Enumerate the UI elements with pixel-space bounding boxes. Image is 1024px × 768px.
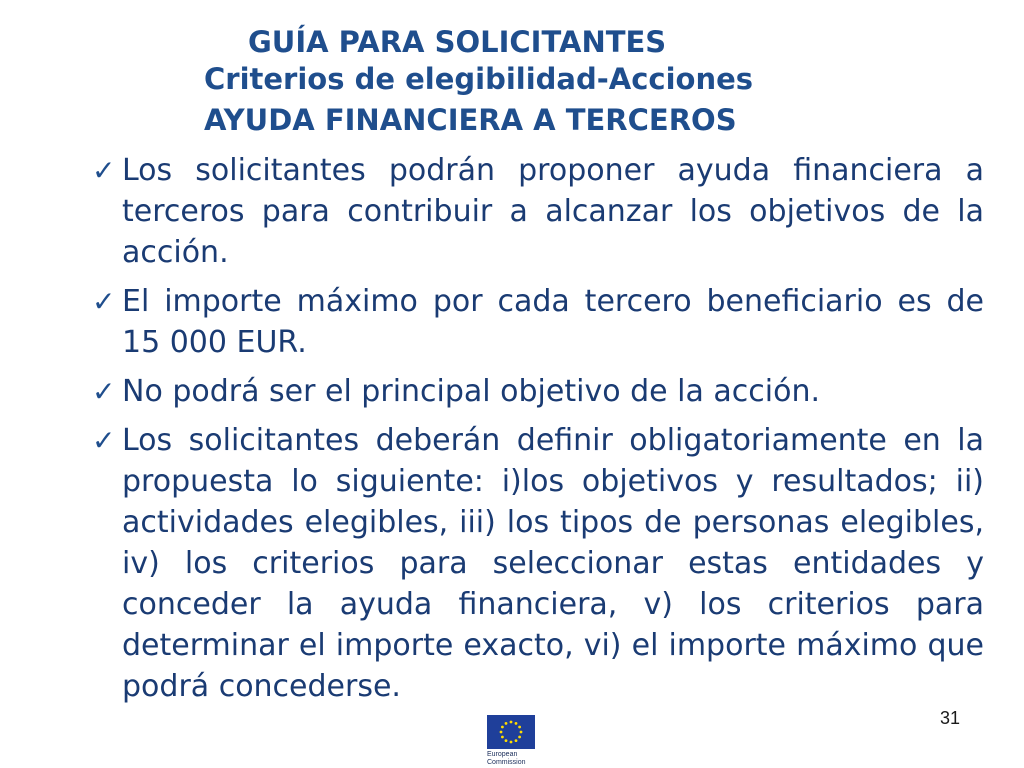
bullet-text: El importe máximo por cada tercero beneficiario es de 15 000 EUR.: [122, 284, 984, 360]
title-line-1: GUÍA PARA SOLICITANTES: [248, 25, 667, 59]
logo-text-line-2: Commission: [487, 759, 526, 766]
logo-text-line-1: European: [487, 751, 518, 758]
bullet-text: Los solicitantes deberán definir obligatoriamente en la propuesta lo siguiente: i)los objetivos y resultados; ii) actividades elegibles, iii) los tipos de personas elegibles, iv) los criterios para seleccionar estas entidades y conceder la ayuda financiera, v) los criterios para determinar el importe exacto, vi) el importe máximo que podrá concederse.: [122, 423, 984, 704]
check-icon: ✓: [92, 375, 116, 408]
title-line-2: Criterios de elegibilidad-Acciones: [204, 62, 754, 96]
title-line-3: AYUDA FINANCIERA A TERCEROS: [204, 103, 737, 137]
bullet-list: [92, 150, 984, 715]
list-item: [92, 371, 984, 412]
check-icon: ✓: [92, 285, 116, 318]
list-item: [92, 150, 984, 273]
list-item: [92, 281, 984, 363]
eu-flag-icon: [487, 715, 535, 749]
list-item: [92, 420, 984, 707]
bullet-text: Los solicitantes podrán proponer ayuda financiera a terceros para contribuir a alcanzar los objetivos de la acción.: [122, 153, 984, 270]
page-number: 31: [940, 708, 961, 728]
check-icon: ✓: [92, 424, 116, 457]
check-icon: ✓: [92, 154, 116, 187]
european-commission-logo: [487, 715, 537, 768]
bullet-text: No podrá ser el principal objetivo de la acción.: [122, 374, 820, 409]
